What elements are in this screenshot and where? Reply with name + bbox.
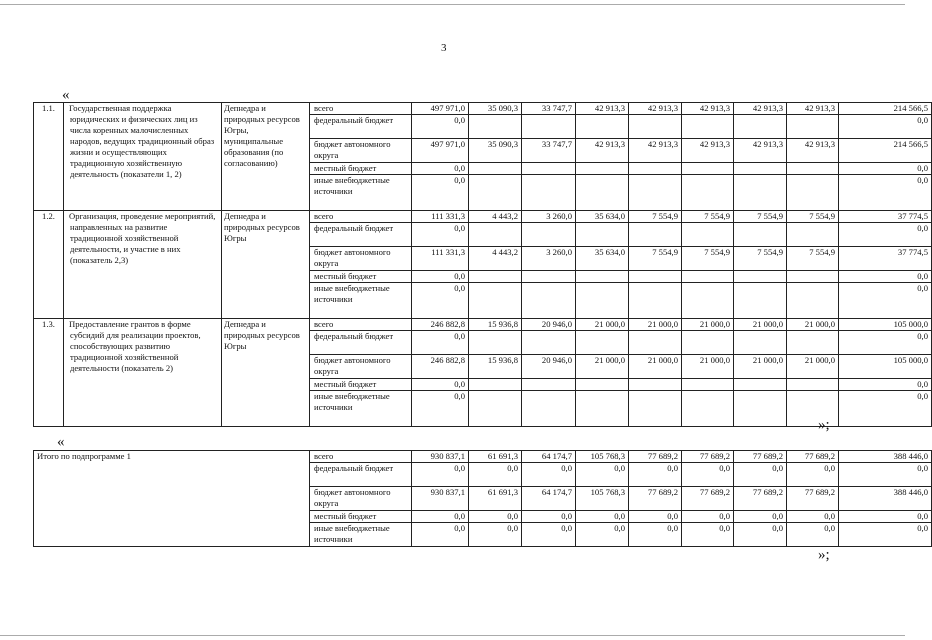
funding-source: местный бюджет [310, 511, 412, 523]
value-cell [682, 283, 734, 319]
value-cell [682, 331, 734, 355]
value-cell: 42 913,3 [629, 103, 682, 115]
value-cell [469, 271, 522, 283]
value-cell [469, 115, 522, 139]
table-row [34, 319, 932, 331]
value-cell: 497 971,0 [412, 139, 469, 163]
value-cell [576, 271, 629, 283]
value-cell [734, 175, 787, 211]
value-cell [734, 223, 787, 247]
value-cell: 42 913,3 [682, 139, 734, 163]
value-cell [469, 283, 522, 319]
table-row [34, 211, 932, 223]
total-value-cell: 0,0 [576, 463, 629, 487]
funding-source: всего [310, 103, 412, 115]
funding-source: бюджет автономного округа [310, 487, 412, 511]
value-cell: 15 936,8 [469, 355, 522, 379]
total-value-cell: 0,0 [522, 511, 576, 523]
value-cell: 246 882,8 [412, 319, 469, 331]
value-cell: 21 000,0 [576, 355, 629, 379]
value-cell [734, 115, 787, 139]
value-cell: 4 443,2 [469, 211, 522, 223]
value-cell [522, 391, 576, 427]
value-cell: 42 913,3 [576, 139, 629, 163]
value-cell: 37 774,5 [839, 247, 932, 271]
value-cell [469, 331, 522, 355]
executor: Депнедра и природных ресурсов Югры, муниципальные образования (по согласованию) [222, 103, 310, 211]
measure-name: Предоставление грантов в форме субсидий для реализации проектов, способствующих развитию традиционной хозяйственной деятельности (показатель 2) [64, 319, 222, 427]
value-cell: 21 000,0 [682, 319, 734, 331]
value-cell [576, 115, 629, 139]
close-quote-total: »; [818, 547, 830, 563]
row-number: 1.1. [34, 103, 64, 211]
total-value-cell: 0,0 [787, 463, 839, 487]
value-cell [576, 391, 629, 427]
value-cell [469, 223, 522, 247]
total-value-cell: 61 691,3 [469, 451, 522, 463]
value-cell: 0,0 [839, 283, 932, 319]
value-cell [734, 391, 787, 427]
value-cell: 21 000,0 [734, 355, 787, 379]
total-value-cell: 388 446,0 [839, 451, 932, 463]
total-value-cell: 0,0 [522, 523, 576, 547]
measure-name: Государственная поддержка юридических и физических лиц из числа коренных малочисленных народов, ведущих традиционный образ жизни и осуществляющих традиционную хозяйственную деятельность (показатели 1, 2) [64, 103, 222, 211]
value-cell: 42 913,3 [629, 139, 682, 163]
value-cell: 0,0 [412, 331, 469, 355]
value-cell [629, 391, 682, 427]
value-cell: 105 000,0 [839, 355, 932, 379]
value-cell: 33 747,7 [522, 139, 576, 163]
value-cell [787, 379, 839, 391]
value-cell [787, 283, 839, 319]
value-cell: 0,0 [839, 391, 932, 427]
total-table [33, 450, 932, 547]
value-cell [576, 331, 629, 355]
value-cell [522, 331, 576, 355]
value-cell: 35 090,3 [469, 103, 522, 115]
total-value-cell: 0,0 [412, 463, 469, 487]
funding-source: всего [310, 211, 412, 223]
value-cell: 246 882,8 [412, 355, 469, 379]
value-cell: 21 000,0 [629, 319, 682, 331]
funding-source: местный бюджет [310, 379, 412, 391]
value-cell [629, 175, 682, 211]
funding-source: иные внебюджетные источники [310, 175, 412, 211]
value-cell: 7 554,9 [787, 211, 839, 223]
value-cell: 42 913,3 [734, 103, 787, 115]
value-cell [787, 331, 839, 355]
total-value-cell: 0,0 [576, 523, 629, 547]
funding-source: федеральный бюджет [310, 223, 412, 247]
value-cell [576, 223, 629, 247]
value-cell: 0,0 [839, 331, 932, 355]
value-cell: 3 260,0 [522, 247, 576, 271]
value-cell: 7 554,9 [787, 247, 839, 271]
value-cell: 0,0 [839, 175, 932, 211]
value-cell: 214 566,5 [839, 103, 932, 115]
value-cell: 21 000,0 [629, 355, 682, 379]
value-cell [469, 175, 522, 211]
total-value-cell: 105 768,3 [576, 487, 629, 511]
value-cell: 21 000,0 [787, 319, 839, 331]
value-cell: 20 946,0 [522, 319, 576, 331]
total-value-cell: 0,0 [469, 523, 522, 547]
value-cell: 0,0 [839, 163, 932, 175]
value-cell [787, 175, 839, 211]
value-cell [787, 271, 839, 283]
value-cell [469, 379, 522, 391]
value-cell: 0,0 [839, 271, 932, 283]
value-cell: 0,0 [412, 175, 469, 211]
value-cell [629, 331, 682, 355]
funding-source: бюджет автономного округа [310, 247, 412, 271]
funding-source: федеральный бюджет [310, 463, 412, 487]
value-cell: 0,0 [412, 391, 469, 427]
value-cell: 0,0 [839, 115, 932, 139]
total-value-cell: 0,0 [412, 511, 469, 523]
funding-source: бюджет автономного округа [310, 355, 412, 379]
value-cell [682, 223, 734, 247]
value-cell: 7 554,9 [629, 211, 682, 223]
total-value-cell: 77 689,2 [682, 451, 734, 463]
total-value-cell: 64 174,7 [522, 487, 576, 511]
executor: Депнедра и природных ресурсов Югры [222, 319, 310, 427]
total-value-cell: 0,0 [734, 523, 787, 547]
value-cell [682, 379, 734, 391]
value-cell [576, 163, 629, 175]
value-cell [629, 379, 682, 391]
funding-source: иные внебюджетные источники [310, 283, 412, 319]
value-cell: 7 554,9 [682, 247, 734, 271]
value-cell: 42 913,3 [787, 139, 839, 163]
value-cell: 42 913,3 [576, 103, 629, 115]
total-value-cell: 77 689,2 [734, 487, 787, 511]
page-number: 3 [441, 42, 447, 54]
value-cell [629, 115, 682, 139]
value-cell [682, 271, 734, 283]
scan-edge-bottom [0, 635, 905, 636]
value-cell [734, 163, 787, 175]
value-cell: 0,0 [412, 283, 469, 319]
value-cell: 7 554,9 [682, 211, 734, 223]
value-cell [522, 271, 576, 283]
funding-source: федеральный бюджет [310, 115, 412, 139]
total-value-cell: 0,0 [522, 463, 576, 487]
row-number: 1.2. [34, 211, 64, 319]
value-cell: 105 000,0 [839, 319, 932, 331]
value-cell: 33 747,7 [522, 103, 576, 115]
value-cell [787, 391, 839, 427]
total-value-cell: 0,0 [839, 511, 932, 523]
value-cell: 37 774,5 [839, 211, 932, 223]
total-value-cell: 0,0 [839, 523, 932, 547]
value-cell: 0,0 [412, 115, 469, 139]
total-value-cell: 930 837,1 [412, 487, 469, 511]
open-quote-total: « [57, 434, 65, 450]
value-cell: 0,0 [412, 379, 469, 391]
funding-source: федеральный бюджет [310, 331, 412, 355]
value-cell: 21 000,0 [576, 319, 629, 331]
total-value-cell: 0,0 [629, 523, 682, 547]
total-value-cell: 0,0 [682, 511, 734, 523]
value-cell [682, 391, 734, 427]
total-value-cell: 77 689,2 [787, 451, 839, 463]
scan-edge-top [0, 4, 905, 5]
value-cell [734, 379, 787, 391]
executor: Депнедра и природных ресурсов Югры [222, 211, 310, 319]
value-cell: 20 946,0 [522, 355, 576, 379]
value-cell: 15 936,8 [469, 319, 522, 331]
value-cell [469, 163, 522, 175]
value-cell [629, 223, 682, 247]
total-value-cell: 930 837,1 [412, 451, 469, 463]
value-cell: 7 554,9 [734, 247, 787, 271]
total-value-cell: 77 689,2 [629, 451, 682, 463]
value-cell: 0,0 [412, 163, 469, 175]
value-cell [734, 271, 787, 283]
total-value-cell: 0,0 [734, 511, 787, 523]
value-cell: 7 554,9 [734, 211, 787, 223]
total-row [34, 451, 932, 463]
open-quote-main: « [62, 87, 70, 103]
value-cell: 0,0 [839, 223, 932, 247]
total-value-cell: 0,0 [682, 523, 734, 547]
total-value-cell: 64 174,7 [522, 451, 576, 463]
value-cell [682, 175, 734, 211]
value-cell: 21 000,0 [787, 355, 839, 379]
measure-name: Организация, проведение мероприятий, направленных на развитие традиционной хозяйственной деятельности, и участие в них (показатель 2,3) [64, 211, 222, 319]
value-cell: 35 634,0 [576, 247, 629, 271]
value-cell [787, 163, 839, 175]
value-cell [522, 223, 576, 247]
value-cell [734, 331, 787, 355]
value-cell [629, 163, 682, 175]
total-value-cell: 0,0 [629, 463, 682, 487]
value-cell: 214 566,5 [839, 139, 932, 163]
value-cell [576, 283, 629, 319]
total-value-cell: 77 689,2 [787, 487, 839, 511]
total-value-cell: 77 689,2 [734, 451, 787, 463]
value-cell: 111 331,3 [412, 247, 469, 271]
total-value-cell: 0,0 [787, 523, 839, 547]
funding-source: всего [310, 319, 412, 331]
total-value-cell: 61 691,3 [469, 487, 522, 511]
value-cell: 42 913,3 [787, 103, 839, 115]
value-cell [787, 223, 839, 247]
value-cell [522, 379, 576, 391]
value-cell: 35 090,3 [469, 139, 522, 163]
total-value-cell: 0,0 [469, 511, 522, 523]
value-cell [522, 175, 576, 211]
value-cell [682, 163, 734, 175]
value-cell [522, 283, 576, 319]
value-cell: 0,0 [839, 379, 932, 391]
funding-source: бюджет автономного округа [310, 139, 412, 163]
total-value-cell: 0,0 [576, 511, 629, 523]
value-cell [522, 115, 576, 139]
value-cell: 0,0 [412, 271, 469, 283]
total-value-cell: 0,0 [629, 511, 682, 523]
value-cell: 497 971,0 [412, 103, 469, 115]
value-cell: 42 913,3 [682, 103, 734, 115]
value-cell [787, 115, 839, 139]
value-cell: 111 331,3 [412, 211, 469, 223]
funding-source: всего [310, 451, 412, 463]
total-value-cell: 0,0 [682, 463, 734, 487]
close-quote-main: »; [818, 417, 830, 433]
funding-source: иные внебюджетные источники [310, 523, 412, 547]
value-cell [576, 175, 629, 211]
value-cell [576, 379, 629, 391]
total-value-cell: 0,0 [787, 511, 839, 523]
value-cell: 21 000,0 [734, 319, 787, 331]
value-cell [522, 163, 576, 175]
total-label: Итого по подпрограмме 1 [34, 451, 310, 547]
value-cell [469, 391, 522, 427]
value-cell: 42 913,3 [734, 139, 787, 163]
total-value-cell: 77 689,2 [682, 487, 734, 511]
value-cell [682, 115, 734, 139]
total-value-cell: 0,0 [469, 463, 522, 487]
value-cell: 21 000,0 [682, 355, 734, 379]
value-cell: 4 443,2 [469, 247, 522, 271]
funding-source: местный бюджет [310, 163, 412, 175]
table-row [34, 103, 932, 115]
total-value-cell: 0,0 [412, 523, 469, 547]
program-table [33, 102, 932, 427]
value-cell: 7 554,9 [629, 247, 682, 271]
value-cell: 35 634,0 [576, 211, 629, 223]
funding-source: местный бюджет [310, 271, 412, 283]
row-number: 1.3. [34, 319, 64, 427]
total-value-cell: 0,0 [839, 463, 932, 487]
value-cell: 3 260,0 [522, 211, 576, 223]
total-value-cell: 77 689,2 [629, 487, 682, 511]
value-cell [629, 271, 682, 283]
total-value-cell: 0,0 [734, 463, 787, 487]
value-cell: 0,0 [412, 223, 469, 247]
value-cell [734, 283, 787, 319]
total-value-cell: 105 768,3 [576, 451, 629, 463]
value-cell [629, 283, 682, 319]
total-value-cell: 388 446,0 [839, 487, 932, 511]
funding-source: иные внебюджетные источники [310, 391, 412, 427]
